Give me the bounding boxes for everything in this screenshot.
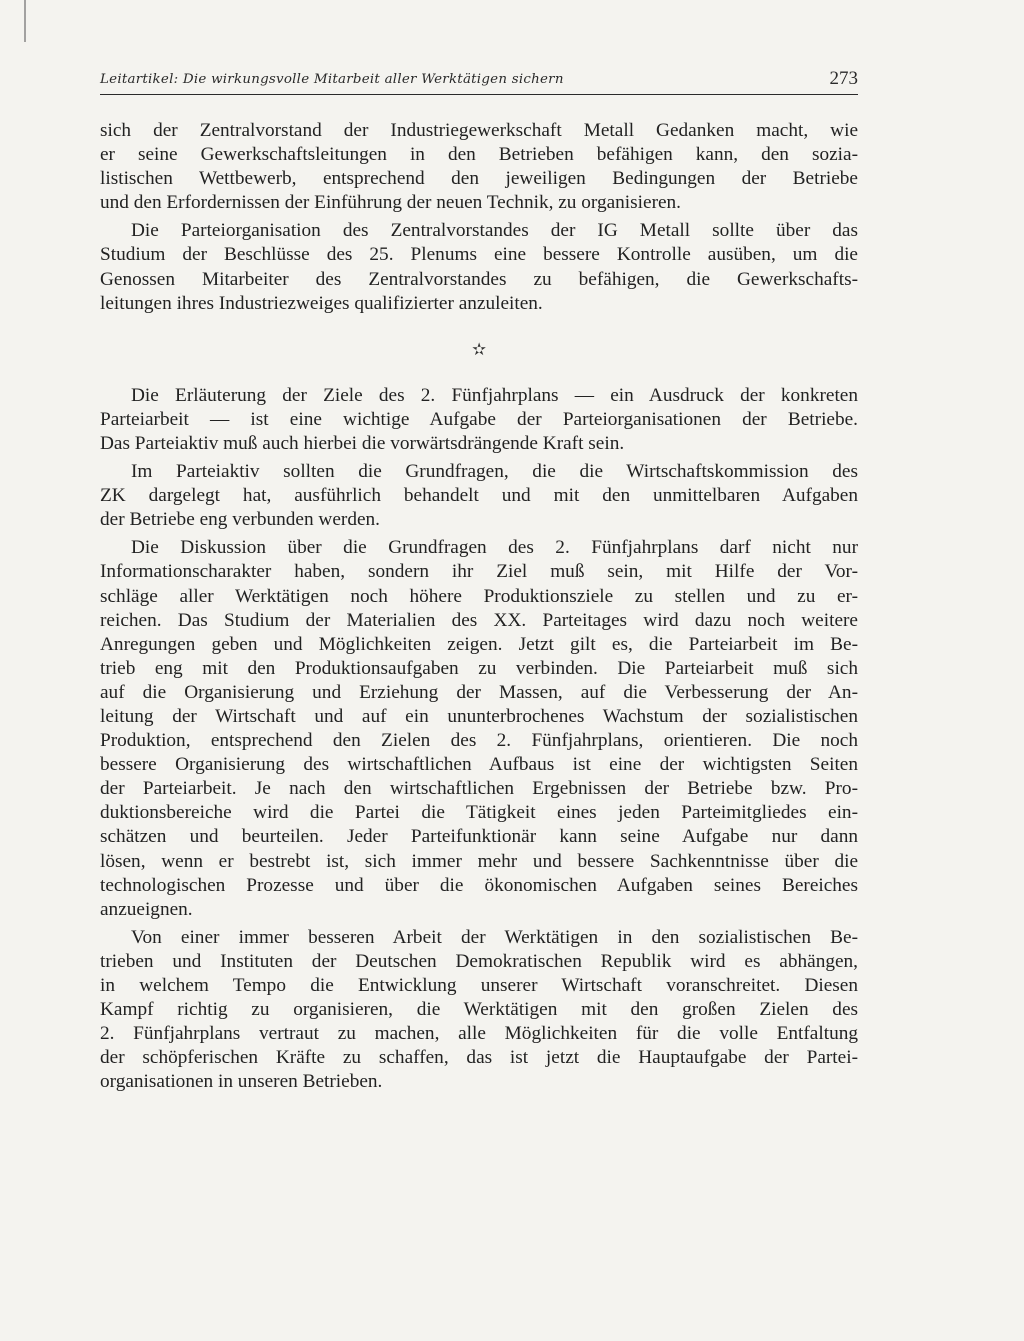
paragraph bbox=[100, 926, 858, 1095]
text-line: schläge aller Werktätigen noch höhere Produktionsziele zu stellen und zu er- bbox=[100, 585, 858, 607]
text-line: der Betriebe eng verbunden werden. bbox=[100, 509, 380, 531]
text-line: Die Erläuterung der Ziele des 2. Fünfjahrplans — ein Ausdruck der konkreten bbox=[131, 384, 858, 406]
section-divider-star-icon: ✫ bbox=[472, 339, 487, 360]
text-line: listischen Wettbewerb, entsprechend den jeweiligen Bedingungen der Betriebe bbox=[100, 168, 858, 190]
paragraph-gap bbox=[100, 1094, 858, 1098]
running-head: Leitartikel: Die wirkungsvolle Mitarbeit aller Werktätigen sichern bbox=[100, 72, 564, 87]
text-line: sich der Zentralvorstand der Industriegewerkschaft Metall Gedanken macht, wie bbox=[100, 120, 858, 141]
text-line: der schöpferischen Kräfte zu schaffen, das ist jetzt die Hauptaufgabe der Partei- bbox=[100, 1047, 858, 1069]
text-line: Die Parteiorganisation des Zentralvorstandes der IG Metall sollte über das bbox=[131, 220, 858, 242]
text-line: auf die Organisierung und Erziehung der Massen, auf die Verbesserung der An- bbox=[100, 681, 858, 703]
text-line: reichen. Das Studium der Materialien des XX. Parteitages wird dazu noch weitere bbox=[100, 609, 858, 631]
text-line: Informationscharakter haben, sondern ihr Ziel muß sein, mit Hilfe der Vor- bbox=[100, 561, 858, 583]
text-line: anzueignen. bbox=[100, 898, 193, 920]
text-line: Kampf richtig zu organisieren, die Werktätigen mit den großen Zielen des bbox=[100, 999, 858, 1021]
text-line: Die Diskussion über die Grundfragen des 2. Fünfjahrplans darf nicht nur bbox=[131, 537, 858, 559]
text-line: Studium der Beschlüsse des 25. Plenums eine bessere Kontrolle ausüben, um die bbox=[100, 244, 858, 266]
text-line: Von einer immer besseren Arbeit der Werktätigen in den sozialistischen Be- bbox=[131, 926, 858, 948]
text-line: ZK dargelegt hat, ausführlich behandelt und mit den unmittelbaren Aufgaben bbox=[100, 485, 858, 507]
paragraph bbox=[100, 219, 858, 315]
text-line: der Parteiarbeit. Je nach den wirtschaftlichen Ergebnissen der Betriebe bzw. Pro- bbox=[100, 778, 858, 800]
text-line: in welchem Tempo die Entwicklung unserer Wirtschaft voranschreitet. Diesen bbox=[100, 975, 858, 996]
text-line: Das Parteiaktiv muß auch hierbei die vorwärtsdrängende Kraft sein. bbox=[100, 432, 625, 454]
paragraph bbox=[100, 460, 858, 532]
text-line: leitungen ihres Industriezweiges qualifizierter anzuleiten. bbox=[100, 292, 543, 314]
text-line: trieben und Instituten der Deutschen Demokratischen Republik wird es abhängen, bbox=[100, 950, 858, 972]
text-line: trieb eng mit den Produktionsaufgaben zu verbinden. Die Parteiarbeit muß sich bbox=[100, 657, 858, 679]
text-line: Parteiarbeit — ist eine wichtige Aufgabe der Parteiorganisationen der Betriebe. bbox=[100, 408, 858, 430]
text-line: schätzen und beurteilen. Jeder Parteifunktionär kann seine Aufgabe nur dann bbox=[100, 826, 858, 848]
text-line: Genossen Mitarbeiter des Zentralvorstandes zu befähigen, die Gewerkschafts- bbox=[100, 268, 858, 290]
paragraph bbox=[100, 384, 858, 456]
text-line: Anregungen geben und Möglichkeiten zeigen. Jetzt gilt es, die Parteiarbeit im Be- bbox=[100, 633, 858, 655]
text-line: duktionsbereiche wird die Partei die Tätigkeit eines jeden Parteimitgliedes ein- bbox=[100, 802, 858, 824]
text-line: technologischen Prozesse und über die ökonomischen Aufgaben seines Bereiches bbox=[100, 874, 858, 896]
text-line: leitung der Wirtschaft und auf ein ununterbrochenes Wachstum der sozialistischen bbox=[100, 705, 858, 727]
scan-edge-mark bbox=[24, 0, 26, 42]
text-line: lösen, wenn er bestrebt ist, sich immer mehr und bessere Sachkenntnisse über die bbox=[100, 850, 858, 872]
text-line: Im Parteiaktiv sollten die Grundfragen, die die Wirtschaftskommission des bbox=[131, 461, 858, 483]
article-body bbox=[100, 119, 858, 1098]
text-line: Produktion, entsprechend den Zielen des 2. Fünfjahrplans, orientieren. Die noch bbox=[100, 730, 858, 752]
page-header bbox=[100, 68, 858, 95]
page-number: 273 bbox=[829, 68, 858, 89]
text-line: bessere Organisierung des wirtschaftlichen Aufbaus ist eine der wichtigsten Seiten bbox=[100, 754, 858, 776]
paragraph bbox=[100, 119, 858, 215]
paragraph bbox=[100, 536, 858, 922]
text-line: und den Erfordernissen der Einführung der neuen Technik, zu organisieren. bbox=[100, 192, 682, 214]
text-line: er seine Gewerkschaftsleitungen in den Betrieben befähigen kann, den sozia- bbox=[100, 144, 858, 166]
section-divider bbox=[100, 320, 858, 384]
text-line: organisationen in unseren Betrieben. bbox=[100, 1071, 383, 1093]
text-line: 2. Fünfjahrplans vertraut zu machen, alle Möglichkeiten für die volle Entfaltung bbox=[100, 1023, 858, 1045]
